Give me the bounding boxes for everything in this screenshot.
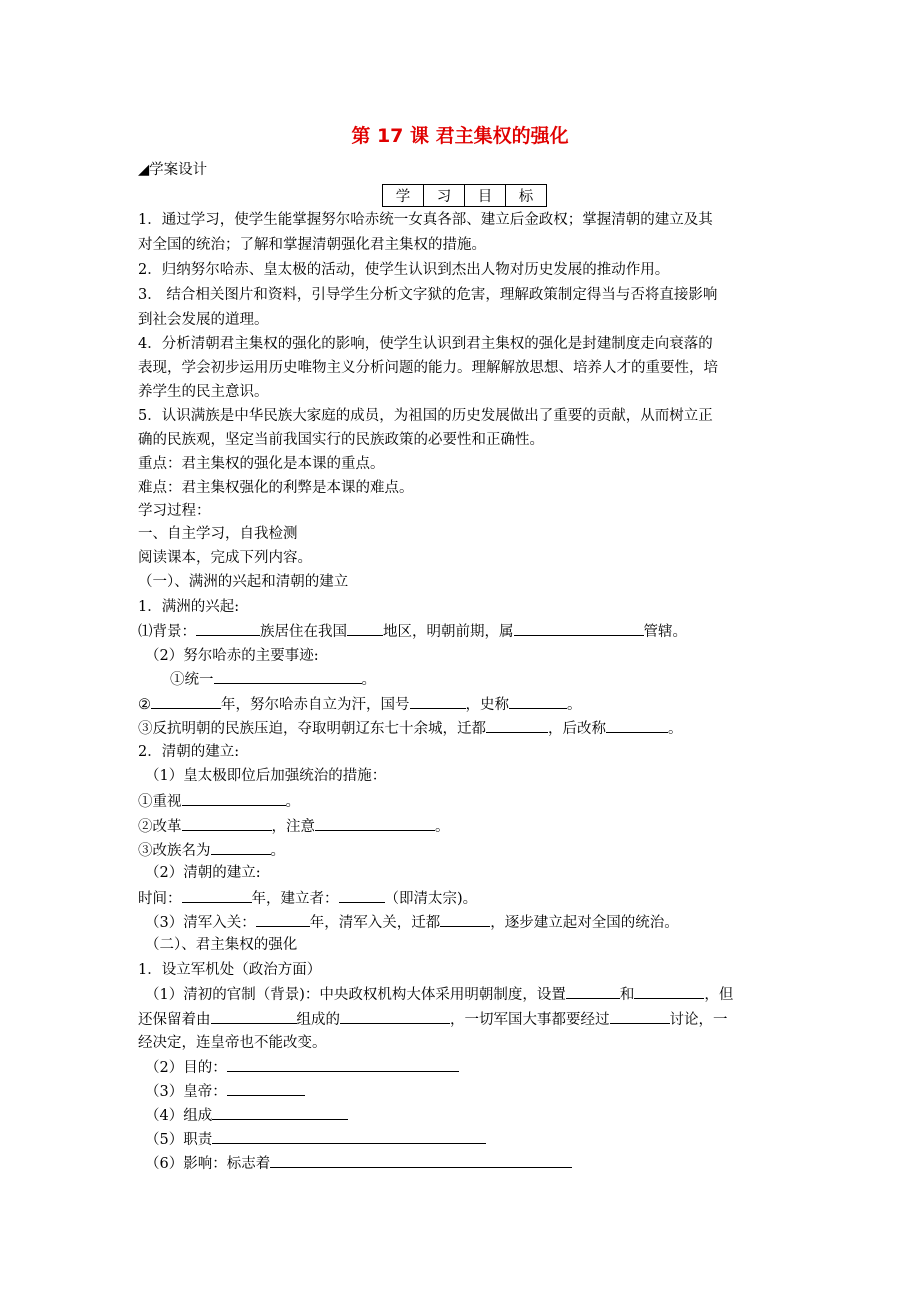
fill-line: （5）职责 <box>145 1128 486 1151</box>
answer-blank[interactable] <box>182 815 272 831</box>
fill-line: （3）清军入关： 年，清军入关，迁都 ，逐步建立起对全国的统治。 <box>145 911 679 934</box>
goal-cell: 标 <box>506 185 547 207</box>
goal-line: 3． 结合相关图片和资料，引导学生分析文字狱的危害，理解政策制定得当与否将直接影响 <box>138 287 718 303</box>
part-heading: 一、自主学习，自我检测 <box>138 526 298 542</box>
difficult-point: 难点：君主集权强化的利弊是本课的难点。 <box>138 480 414 496</box>
answer-blank[interactable] <box>151 693 221 709</box>
goal-cell: 目 <box>465 185 506 207</box>
goal-line: 5．认识满族是中华民族大家庭的成员，为祖国的历史发展做出了重要的贡献，从而树立正 <box>138 408 713 424</box>
goal-line: 养学生的民主意识。 <box>138 384 269 400</box>
background-line: ⑴背景： 族居住在我国 地区，明朝前期，属 管辖。 <box>138 620 687 643</box>
answer-blank[interactable] <box>339 887 385 903</box>
answer-blank[interactable] <box>227 1080 305 1096</box>
answer-blank[interactable] <box>509 693 567 709</box>
fill-line: ②改革 ，注意 。 <box>138 815 450 838</box>
section-heading: （二）、君主集权的强化 <box>145 937 298 953</box>
fill-line: 时间： 年，建立者： （即清太宗)。 <box>138 887 477 910</box>
answer-blank[interactable] <box>340 1008 450 1024</box>
fill-line: （1）清初的官制（背景)：中央政权机构大体采用明朝制度，设置 和 ，但 <box>145 983 733 1006</box>
section-heading: （一）、满洲的兴起和清朝的建立 <box>138 574 349 590</box>
answer-blank[interactable] <box>256 911 310 927</box>
answer-blank[interactable] <box>182 790 286 806</box>
goal-cell: 习 <box>424 185 465 207</box>
answer-blank[interactable] <box>182 887 252 903</box>
design-label: ◢学案设计 <box>138 162 208 178</box>
subsection-title: 2．清朝的建立: <box>138 744 240 760</box>
fill-line: ①统一 。 <box>170 668 376 691</box>
answer-blank[interactable] <box>347 620 383 636</box>
key-point: 重点：君主集权的强化是本课的重点。 <box>138 456 385 472</box>
answer-blank[interactable] <box>214 668 362 684</box>
text-line: 经决定，连皇帝也不能改变。 <box>138 1035 327 1051</box>
answer-blank[interactable] <box>212 1104 348 1120</box>
answer-blank[interactable] <box>227 1056 459 1072</box>
fill-line: 还保留着由 组成的 ，一切军国大事都要经过 讨论，一 <box>138 1008 728 1031</box>
process-heading: 学习过程： <box>138 503 211 519</box>
fill-line: ①重视 。 <box>138 790 300 813</box>
answer-blank[interactable] <box>196 620 260 636</box>
answer-blank[interactable] <box>566 983 620 999</box>
goal-line: 表现，学会初步运用历史唯物主义分析问题的能力。理解解放思想、培养人才的重要性，培 <box>138 360 718 376</box>
subsection-title: 1．满洲的兴起: <box>138 599 240 615</box>
answer-blank[interactable] <box>610 1008 670 1024</box>
goal-line: 1．通过学习，使学生能掌握努尔哈赤统一女真各部、建立后金政权；掌握清朝的建立及其 <box>138 212 713 228</box>
fill-line: （2）目的： <box>145 1056 459 1079</box>
fill-line: （4）组成 <box>145 1104 348 1127</box>
goal-line: 2．归纳努尔哈赤、皇太极的活动，使学生认识到杰出人物对历史发展的推动作用。 <box>138 262 670 278</box>
answer-blank[interactable] <box>211 839 271 855</box>
fill-line: （3）皇帝： <box>145 1080 305 1103</box>
answer-blank[interactable] <box>440 911 490 927</box>
instruction: 阅读课本，完成下列内容。 <box>138 550 312 566</box>
answer-blank[interactable] <box>410 693 466 709</box>
goal-line: 对全国的统治；了解和掌握清朝强化君主集权的措施。 <box>138 237 486 253</box>
answer-blank[interactable] <box>486 717 548 733</box>
item-title: （1）皇太极即位后加强统治的措施： <box>145 768 387 784</box>
fill-line: （6）影响：标志着 <box>145 1152 572 1175</box>
fill-line: ② 年，努尔哈赤自立为汗，国号 ，史称 。 <box>138 693 582 716</box>
goal-line: 到社会发展的道理。 <box>138 312 269 328</box>
page-title: 第 17 课 君主集权的强化 <box>351 125 569 147</box>
answer-blank[interactable] <box>211 1008 297 1024</box>
item-title: （2）努尔哈赤的主要事迹: <box>145 648 319 664</box>
answer-blank[interactable] <box>514 620 644 636</box>
subsection-title: 1．设立军机处（政治方面） <box>138 962 322 978</box>
fill-line: ③改族名为 。 <box>138 839 285 862</box>
answer-blank[interactable] <box>606 717 668 733</box>
goal-cell: 学 <box>383 185 424 207</box>
goal-line: 确的民族观，坚定当前我国实行的民族政策的必要性和正确性。 <box>138 432 544 448</box>
answer-blank[interactable] <box>270 1152 572 1168</box>
answer-blank[interactable] <box>634 983 704 999</box>
goal-table <box>382 184 547 207</box>
item-title: （2）清朝的建立: <box>145 865 261 881</box>
answer-blank[interactable] <box>212 1128 486 1144</box>
fill-line: ③反抗明朝的民族压迫，夺取明朝辽东七十余城，迁都 ，后改称 。 <box>138 717 683 740</box>
goal-line: 4．分析清朝君主集权的强化的影响，使学生认识到君主集权的强化是封建制度走向衰落的 <box>138 336 713 352</box>
answer-blank[interactable] <box>315 815 435 831</box>
